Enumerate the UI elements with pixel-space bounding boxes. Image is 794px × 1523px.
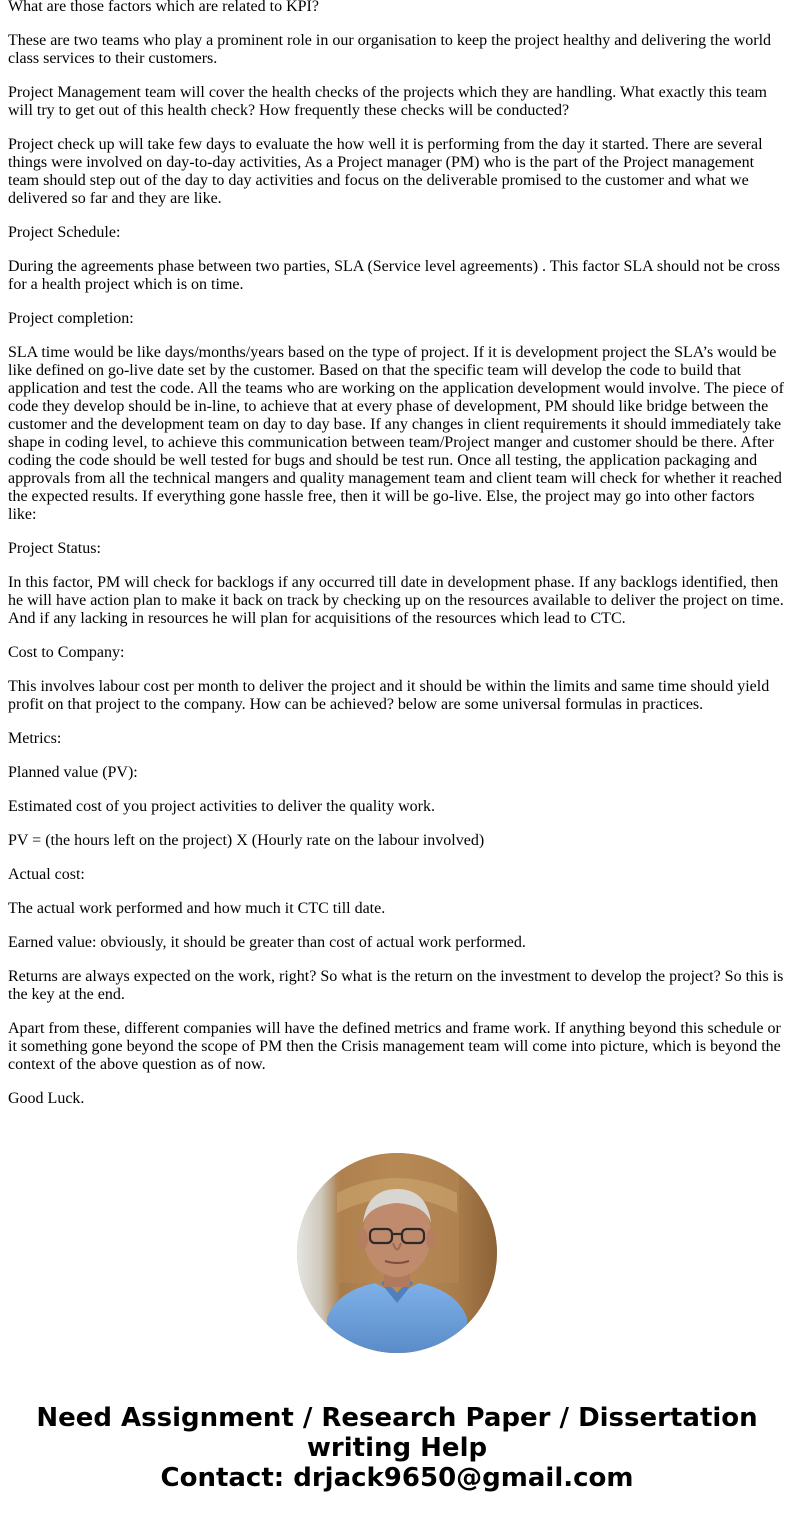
- paragraph-intro: These are two teams who play a prominent role in our organisation to keep the project healthy and delivering the world class services to their customers.: [8, 32, 772, 67]
- paragraph-health-check: Project Management team will cover the health checks of the projects which they are handling. What exactly this team will try to get out of this health check? How frequently these checks will be conducted?: [8, 84, 767, 119]
- article-body: [8, 0, 786, 1124]
- heading-project-status: Project Status:: [8, 540, 101, 557]
- paragraph-project-checkup: Project check up will take few days to evaluate the how well it is performing from the day it started. There are several things were involved on day-to-day activities, As a Project manager (PM) who is the part of the Project management team should step out of the day to day activities and focus on the deliverable promised to the customer and what we delivered so far and they are like.: [8, 136, 763, 207]
- heading-planned-value: Planned value (PV):: [8, 764, 138, 781]
- author-portrait-icon: [297, 1153, 497, 1353]
- promo-headline: Need Assignment / Research Paper / Dissertation writing Help: [36, 1403, 758, 1463]
- heading-project-completion: Project completion:: [8, 310, 134, 327]
- paragraph-returns: Returns are always expected on the work, right? So what is the return on the investment to develop the project? So this is the key at the end.: [8, 968, 784, 1003]
- formula-planned-value: PV = (the hours left on the project) X (Hourly rate on the labour involved): [8, 832, 485, 849]
- paragraph-schedule: During the agreements phase between two parties, SLA (Service level agreements) . This factor SLA should not be cross for a health project which is on time.: [8, 258, 780, 293]
- author-avatar: [297, 1153, 497, 1353]
- heading-actual-cost: Actual cost:: [8, 866, 85, 883]
- paragraph-conclusion: Apart from these, different companies will have the defined metrics and frame work. If anything beyond this schedule or it something gone beyond the scope of PM then the Crisis management team will come into picture, which is beyond the context of the above question as of now.: [8, 1020, 781, 1073]
- paragraph-earned-value: Earned value: obviously, it should be greater than cost of actual work performed.: [8, 934, 526, 951]
- promo-contact: Contact: drjack9650@gmail.com: [160, 1463, 634, 1493]
- question-heading: What are those factors which are related to KPI?: [8, 0, 319, 15]
- paragraph-actual-cost: The actual work performed and how much it CTC till date.: [8, 900, 386, 917]
- paragraph-cost: This involves labour cost per month to deliver the project and it should be within the limits and same time should yield profit on that project to the company. How can be achieved? below are some universal formulas in practices.: [8, 678, 770, 713]
- paragraph-status: In this factor, PM will check for backlogs if any occurred till date in development phase. If any backlogs identified, then he will have action plan to make it back on track by checking up on the resources available to deliver the project on time. And if any lacking in resources he will plan for acquisitions of the resources which lead to CTC.: [8, 574, 784, 627]
- heading-cost-to-company: Cost to Company:: [8, 644, 125, 661]
- paragraph-completion: SLA time would be like days/months/years based on the type of project. If it is development project the SLA’s would be like defined on go-live date set by the customer. Based on that the specific team will develop the code to build that application and test the code. All the teams who are working on the application development would involve. The piece of code they develop should be in-line, to achieve that at every phase of development, PM should like bridge between the customer and the development team on day to day base. If any changes in client requirements it should immediately take shape in coding level, to achieve this communication between team/Project manger and customer should be there. After coding the code should be well tested for bugs and should be test run. Once all testing, the application packaging and approvals from all the technical mangers and quality management team and client team will check for whether it reached the expected results. If everything gone hassle free, then it will be go-live. Else, the project may go into other factors like:: [8, 344, 784, 523]
- sign-off: Good Luck.: [8, 1090, 85, 1107]
- paragraph-planned-value: Estimated cost of you project activities to deliver the quality work.: [8, 798, 435, 815]
- heading-project-schedule: Project Schedule:: [8, 224, 121, 241]
- promo-banner: [0, 1403, 794, 1493]
- heading-metrics: Metrics:: [8, 730, 62, 747]
